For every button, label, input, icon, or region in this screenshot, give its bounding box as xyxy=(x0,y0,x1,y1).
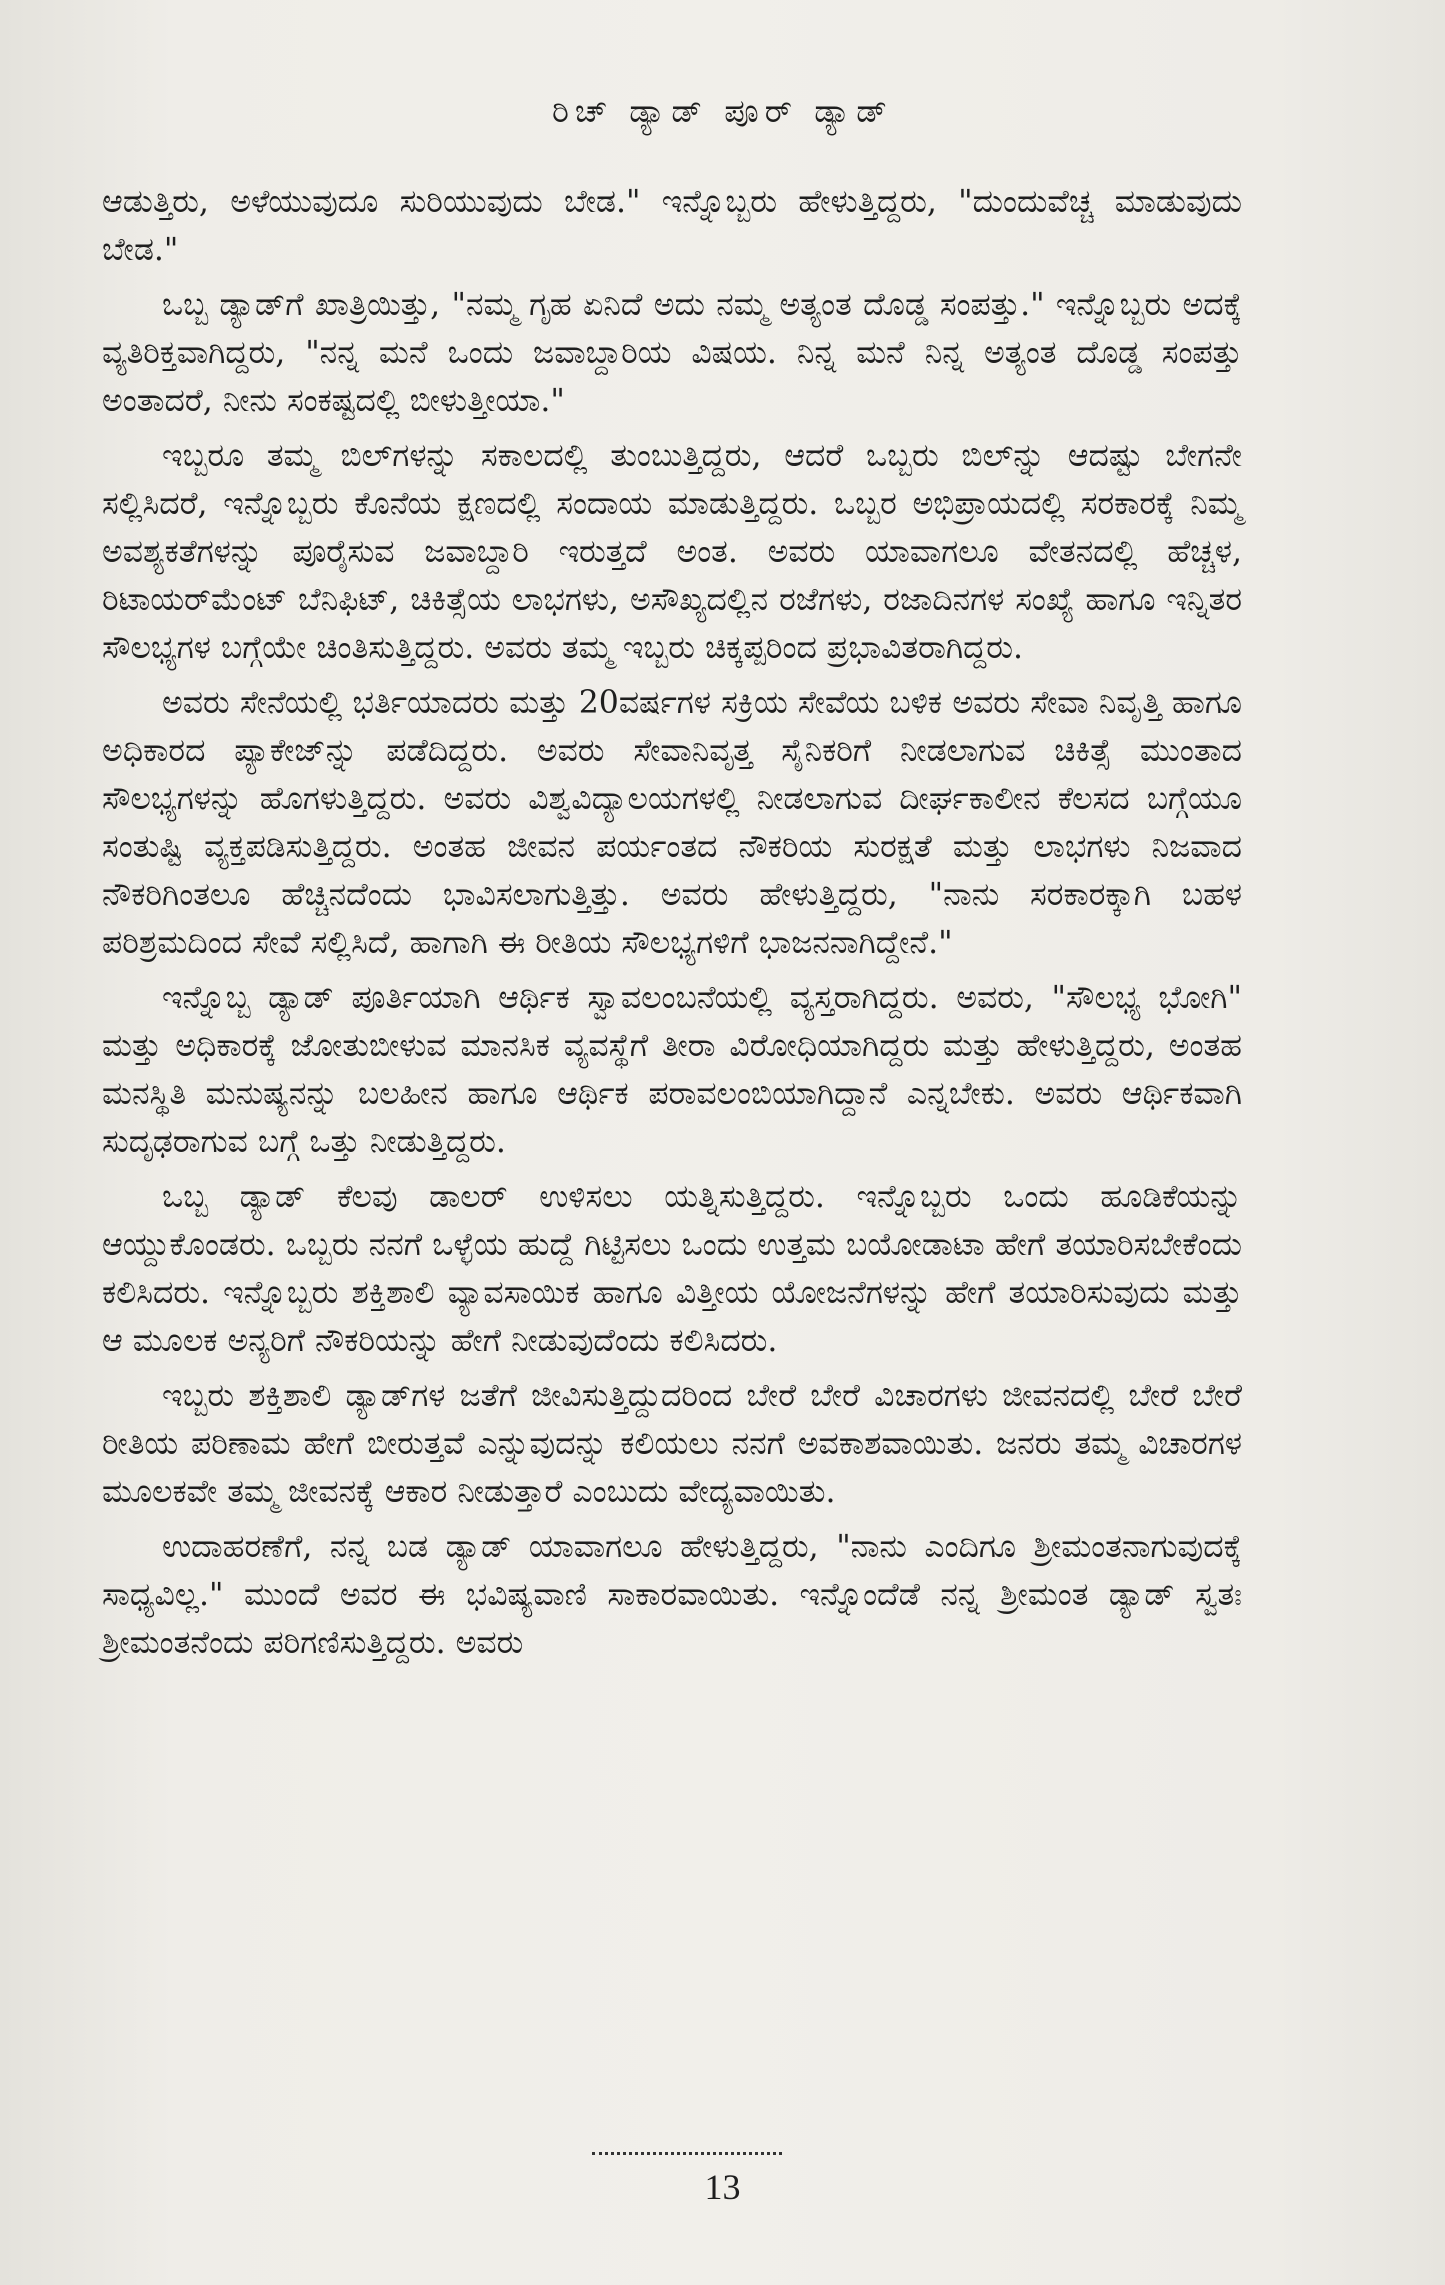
paragraph: ಅವರು ಸೇನೆಯಲ್ಲಿ ಭರ್ತಿಯಾದರು ಮತ್ತು 20ವರ್ಷಗಳ ಸಕ್ರಿಯ ಸೇವೆಯ ಬಳಿಕ ಅವರು ಸೇವಾ ನಿವೃತ್ತಿ ಹಾಗೂ ಅಧಿಕಾರದ ಪ್ಯಾಕೇಜ್‌ನ್ನು ಪಡೆದಿದ್ದರು. ಅವರು ಸೇವಾನಿವೃತ್ತ ಸೈನಿಕರಿಗೆ ನೀಡಲಾಗುವ ಚಿಕಿತ್ಸೆ ಮುಂತಾದ ಸೌಲಭ್ಯಗಳನ್ನು ಹೊಗಳುತ್ತಿದ್ದರು. ಅವರು ವಿಶ್ವವಿದ್ಯಾಲಯಗಳಲ್ಲಿ ನೀಡಲಾಗುವ ದೀರ್ಘಕಾಲೀನ ಕೆಲಸದ ಬಗ್ಗೆಯೂ ಸಂತುಷ್ಟಿ ವ್ಯಕ್ತಪಡಿಸುತ್ತಿದ್ದರು. ಅಂತಹ ಜೀವನ ಪರ್ಯಂತದ ನೌಕರಿಯ ಸುರಕ್ಷತೆ ಮತ್ತು ಲಾಭಗಳು ನಿಜವಾದ ನೌಕರಿಗಿಂತಲೂ ಹೆಚ್ಚಿನದೆಂದು ಭಾವಿಸಲಾಗುತ್ತಿತ್ತು. ಅವರು ಹೇಳುತ್ತಿದ್ದರು, "ನಾನು ಸರಕಾರಕ್ಕಾಗಿ ಬಹಳ ಪರಿಶ್ರಮದಿಂದ ಸೇವೆ ಸಲ್ಲಿಸಿದೆ, ಹಾಗಾಗಿ ಈ ರೀತಿಯ ಸೌಲಭ್ಯಗಳಿಗೆ ಭಾಜನನಾಗಿದ್ದೇನೆ." xyxy=(102,685,1242,961)
paragraph: ಇಬ್ಬರು ಶಕ್ತಿಶಾಲಿ ಡ್ಯಾಡ್‌ಗಳ ಜತೆಗೆ ಜೀವಿಸುತ್ತಿದ್ದುದರಿಂದ ಬೇರೆ ಬೇರೆ ವಿಚಾರಗಳು ಜೀವನದಲ್ಲಿ ಬೇರೆ ಬೇರೆ ರೀತಿಯ ಪರಿಣಾಮ ಹೇಗೆ ಬೀರುತ್ತವೆ ಎನ್ನುವುದನ್ನು ಕಲಿಯಲು ನನಗೆ ಅವಕಾಶವಾಯಿತು. ಜನರು ತಮ್ಮ ವಿಚಾರಗಳ ಮೂಲಕವೇ ತಮ್ಮ ಜೀವನಕ್ಕೆ ಆಕಾರ ನೀಡುತ್ತಾರೆ ಎಂಬುದು ವೇದ್ಯವಾಯಿತು. xyxy=(102,1378,1242,1510)
paragraph: ಇಬ್ಬರೂ ತಮ್ಮ ಬಿಲ್‌ಗಳನ್ನು ಸಕಾಲದಲ್ಲಿ ತುಂಬುತ್ತಿದ್ದರು, ಆದರೆ ಒಬ್ಬರು ಬಿಲ್‌ನ್ನು ಆದಷ್ಟು ಬೇಗನೇ ಸಲ್ಲಿಸಿದರೆ, ಇನ್ನೊಬ್ಬರು ಕೊನೆಯ ಕ್ಷಣದಲ್ಲಿ ಸಂದಾಯ ಮಾಡುತ್ತಿದ್ದರು. ಒಬ್ಬರ ಅಭಿಪ್ರಾಯದಲ್ಲಿ ಸರಕಾರಕ್ಕೆ ನಿಮ್ಮ ಅವಶ್ಯಕತೆಗಳನ್ನು ಪೂರೈಸುವ ಜವಾಬ್ದಾರಿ ಇರುತ್ತದೆ ಅಂತ. ಅವರು ಯಾವಾಗಲೂ ವೇತನದಲ್ಲಿ ಹೆಚ್ಚಳ, ರಿಟಾಯರ್‌ಮೆಂಟ್ ಬೆನಿಫಿಟ್, ಚಿಕಿತ್ಸೆಯ ಲಾಭಗಳು, ಅಸೌಖ್ಯದಲ್ಲಿನ ರಜೆಗಳು, ರಜಾದಿನಗಳ ಸಂಖ್ಯೆ ಹಾಗೂ ಇನ್ನಿತರ ಸೌಲಭ್ಯಗಳ ಬಗ್ಗೆಯೇ ಚಿಂತಿಸುತ್ತಿದ್ದರು. ಅವರು ತಮ್ಮ ಇಬ್ಬರು ಚಿಕ್ಕಪ್ಪರಿಂದ ಪ್ರಭಾವಿತರಾಗಿದ್ದರು. xyxy=(102,438,1242,666)
page-number: 13 xyxy=(704,2167,741,2207)
body-text xyxy=(102,178,1242,1674)
paragraph: ಒಬ್ಬ ಡ್ಯಾಡ್‌ಗೆ ಖಾತ್ರಿಯಿತ್ತು, "ನಮ್ಮ ಗೃಹ ಏನಿದೆ ಅದು ನಮ್ಮ ಅತ್ಯಂತ ದೊಡ್ಡ ಸಂಪತ್ತು." ಇನ್ನೊಬ್ಬರು ಅದಕ್ಕೆ ವ್ಯತಿರಿಕ್ತವಾಗಿದ್ದರು, "ನನ್ನ ಮನೆ ಒಂದು ಜವಾಬ್ದಾರಿಯ ವಿಷಯ. ನಿನ್ನ ಮನೆ ನಿನ್ನ ಅತ್ಯಂತ ದೊಡ್ಡ ಸಂಪತ್ತು ಅಂತಾದರೆ, ನೀನು ಸಂಕಷ್ಟದಲ್ಲಿ ಬೀಳುತ್ತೀಯಾ." xyxy=(102,287,1242,419)
paragraph: ಇನ್ನೊಬ್ಬ ಡ್ಯಾಡ್ ಪೂರ್ತಿಯಾಗಿ ಆರ್ಥಿಕ ಸ್ವಾವಲಂಬನೆಯಲ್ಲಿ ವ್ಯಸ್ತರಾಗಿದ್ದರು. ಅವರು, "ಸೌಲಭ್ಯ ಭೋಗಿ" ಮತ್ತು ಅಧಿಕಾರಕ್ಕೆ ಜೋತುಬೀಳುವ ಮಾನಸಿಕ ವ್ಯವಸ್ಥೆಗೆ ತೀರಾ ವಿರೋಧಿಯಾಗಿದ್ದರು ಮತ್ತು ಹೇಳುತ್ತಿದ್ದರು, ಅಂತಹ ಮನಸ್ಥಿತಿ ಮನುಷ್ಯನನ್ನು ಬಲಹೀನ ಹಾಗೂ ಆರ್ಥಿಕ ಪರಾವಲಂಬಿಯಾಗಿದ್ದಾನೆ ಎನ್ನಬೇಕು. ಅವರು ಆರ್ಥಿಕವಾಗಿ ಸುದೃಢರಾಗುವ ಬಗ್ಗೆ ಒತ್ತು ನೀಡುತ್ತಿದ್ದರು. xyxy=(102,980,1242,1160)
running-header: ರಿಚ್ ಡ್ಯಾಡ್ ಪೂರ್ ಡ್ಯಾಡ್ xyxy=(551,92,894,130)
paragraph: ಆಡುತ್ತಿರು, ಅಳೆಯುವುದೂ ಸುರಿಯುವುದು ಬೇಡ." ಇನ್ನೊಬ್ಬರು ಹೇಳುತ್ತಿದ್ದರು, "ದುಂದುವೆಚ್ಚ ಮಾಡುವುದು ಬೇಡ." xyxy=(102,184,1242,268)
paragraph: ಉದಾಹರಣೆಗೆ, ನನ್ನ ಬಡ ಡ್ಯಾಡ್ ಯಾವಾಗಲೂ ಹೇಳುತ್ತಿದ್ದರು, "ನಾನು ಎಂದಿಗೂ ಶ್ರೀಮಂತನಾಗುವುದಕ್ಕೆ ಸಾಧ್ಯವಿಲ್ಲ." ಮುಂದೆ ಅವರ ಈ ಭವಿಷ್ಯವಾಣಿ ಸಾಕಾರವಾಯಿತು. ಇನ್ನೊಂದೆಡೆ ನನ್ನ ಶ್ರೀಮಂತ ಡ್ಯಾಡ್ ಸ್ವತಃ ಶ್ರೀಮಂತನೆಂದು ಪರಿಗಣಿಸುತ್ತಿದ್ದರು. ಅವರು xyxy=(102,1529,1242,1661)
footer-dotted-rule xyxy=(592,2152,782,2155)
paragraph: ಒಬ್ಬ ಡ್ಯಾಡ್ ಕೆಲವು ಡಾಲರ್ ಉಳಿಸಲು ಯತ್ನಿಸುತ್ತಿದ್ದರು. ಇನ್ನೊಬ್ಬರು ಒಂದು ಹೂಡಿಕೆಯನ್ನು ಆಯ್ದುಕೊಂಡರು. ಒಬ್ಬರು ನನಗೆ ಒಳ್ಳೆಯ ಹುದ್ದೆ ಗಿಟ್ಟಿಸಲು ಒಂದು ಉತ್ತಮ ಬಯೋಡಾಟಾ ಹೇಗೆ ತಯಾರಿಸಬೇಕೆಂದು ಕಲಿಸಿದರು. ಇನ್ನೊಬ್ಬರು ಶಕ್ತಿಶಾಲಿ ವ್ಯಾವಸಾಯಿಕ ಹಾಗೂ ವಿತ್ತೀಯ ಯೋಜನೆಗಳನ್ನು ಹೇಗೆ ತಯಾರಿಸುವುದು ಮತ್ತು ಆ ಮೂಲಕ ಅನ್ಯರಿಗೆ ನೌಕರಿಯನ್ನು ಹೇಗೆ ನೀಡುವುದೆಂದು ಕಲಿಸಿದರು. xyxy=(102,1179,1242,1359)
